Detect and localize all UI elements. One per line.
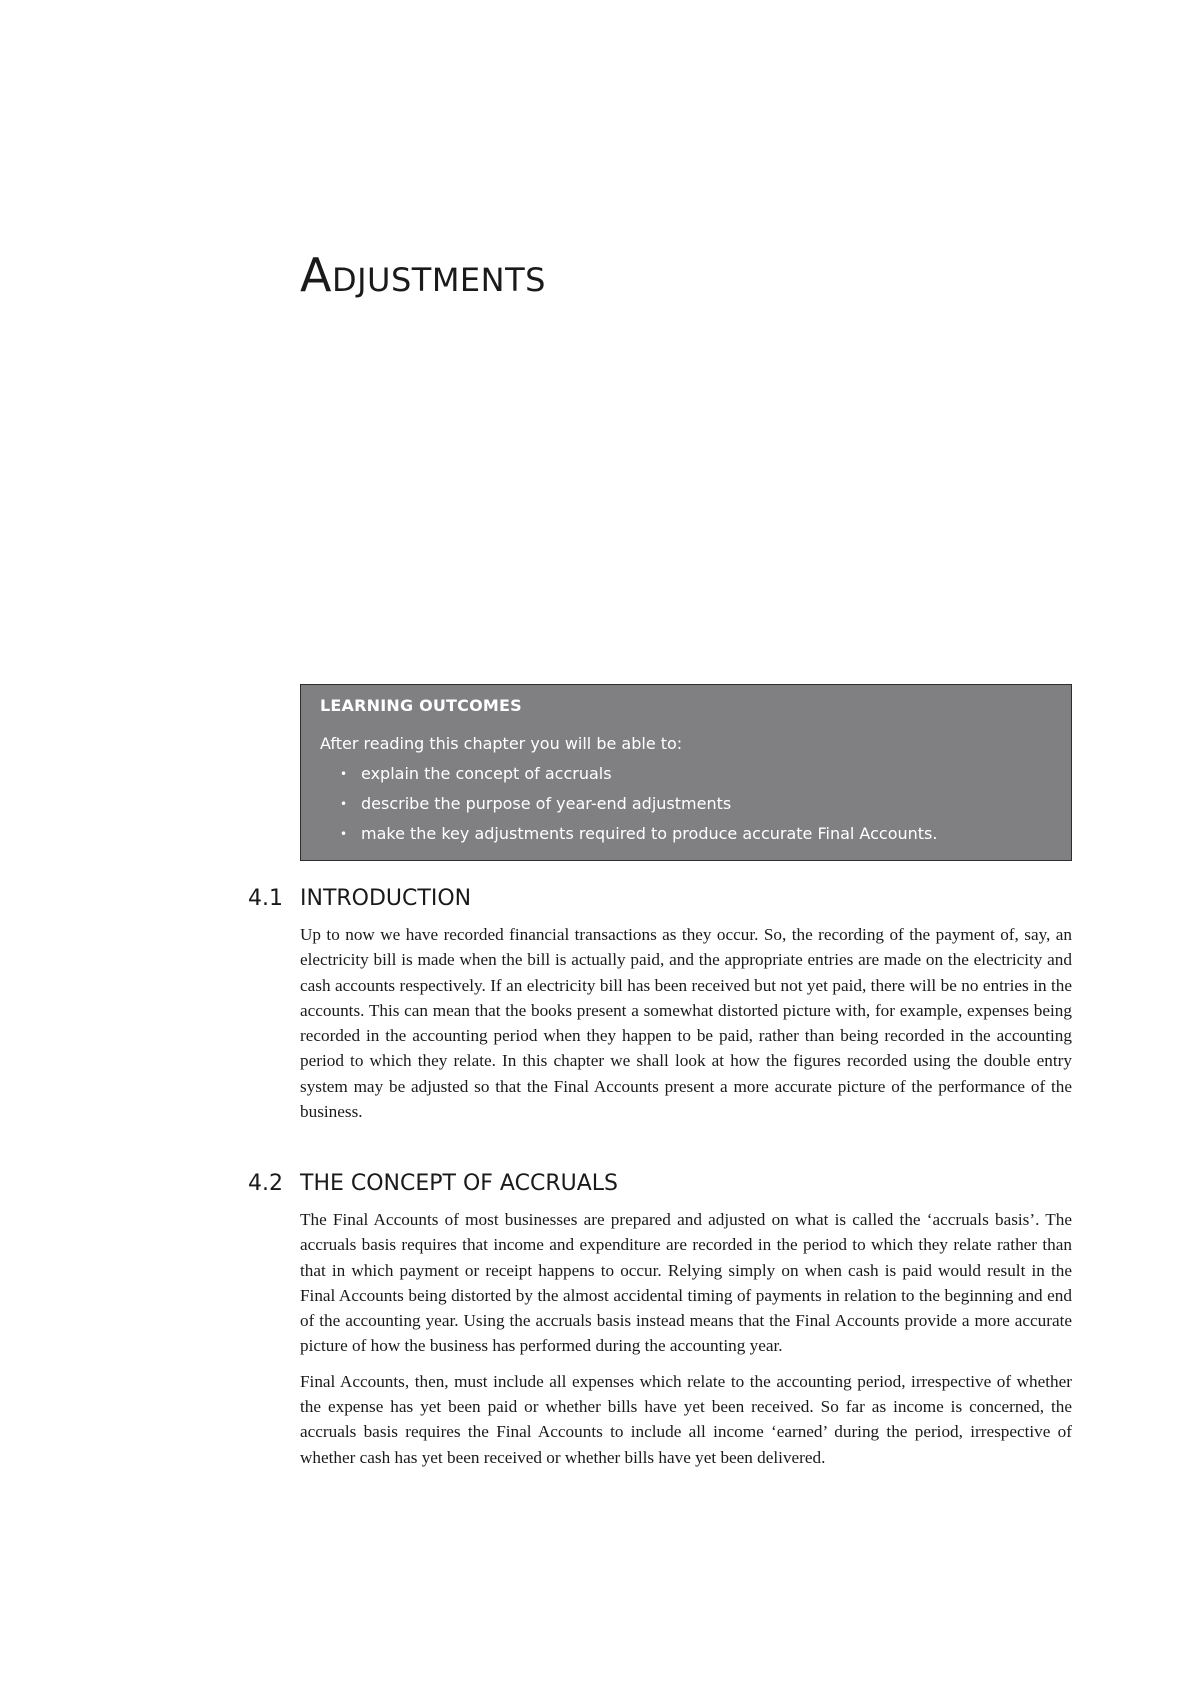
bullet-icon: • bbox=[340, 767, 348, 781]
learning-outcome-text: make the key adjustments required to produce accurate Final Accounts. bbox=[361, 824, 938, 843]
body-paragraph: Final Accounts, then, must include all expenses which relate to the accounting period, irrespective of whether the expense has yet been paid or whether bills have yet been received. So far as income is concerned, the accruals basis requires the Final Accounts to include all income ‘earned’ during the period, irrespective of whether cash has yet been received or whether bills have yet been delivered. bbox=[300, 1371, 1072, 1467]
bullet-icon: • bbox=[340, 827, 348, 841]
section-title: THE CONCEPT OF ACCRUALS bbox=[300, 1171, 618, 1196]
learning-outcomes-heading: LEARNING OUTCOMES bbox=[320, 696, 522, 715]
body-paragraph: The Final Accounts of most businesses are prepared and adjusted on what is called the ‘accruals basis’. The accruals basis requires that income and expenditure are recorded in the period to which they relate rather than that in which payment or receipt happens to occur. Relying simply on when cash is paid would result in the Final Accounts being distorted by the almost accidental timing of payments in relation to the beginning and end of the accounting year. Using the accruals basis instead means that the Final Accounts provide a more accurate picture of how the business has performed during the accounting year. bbox=[300, 1210, 1072, 1356]
section-number: 4.2 bbox=[248, 1171, 283, 1196]
learning-outcome-item bbox=[320, 824, 1051, 844]
learning-outcomes-intro: After reading this chapter you will be able to: bbox=[320, 734, 683, 753]
section-title: INTRODUCTION bbox=[300, 886, 472, 911]
learning-outcomes-box bbox=[300, 684, 1072, 861]
chapter-title: Adjustments bbox=[300, 248, 546, 302]
learning-outcome-item bbox=[320, 764, 1051, 784]
section-introduction bbox=[0, 884, 1200, 1124]
section-concept-of-accruals bbox=[0, 1169, 1200, 1470]
learning-outcome-item bbox=[320, 794, 1051, 814]
section-heading bbox=[0, 1169, 1200, 1199]
learning-outcome-text: describe the purpose of year-end adjustments bbox=[361, 794, 732, 813]
body-paragraph: Up to now we have recorded financial transactions as they occur. So, the recording of the payment of, say, an electricity bill is made when the bill is actually paid, and the appropriate entries are made on the electricity and cash accounts respectively. If an electricity bill has been received but not yet paid, there will be no entries in the accounts. This can mean that the books present a somewhat distorted picture with, for example, expenses being recorded in the accounting period when they happen to be paid, rather than being recorded in the accounting period to which they relate. In this chapter we shall look at how the figures recorded using the double entry system may be adjusted so that the Final Accounts present a more accurate picture of the performance of the business. bbox=[300, 925, 1072, 1122]
section-heading bbox=[0, 884, 1200, 914]
section-number: 4.1 bbox=[248, 886, 283, 911]
learning-outcome-text: explain the concept of accruals bbox=[361, 764, 612, 783]
bullet-icon: • bbox=[340, 797, 348, 811]
learning-outcomes-list bbox=[320, 764, 1051, 844]
